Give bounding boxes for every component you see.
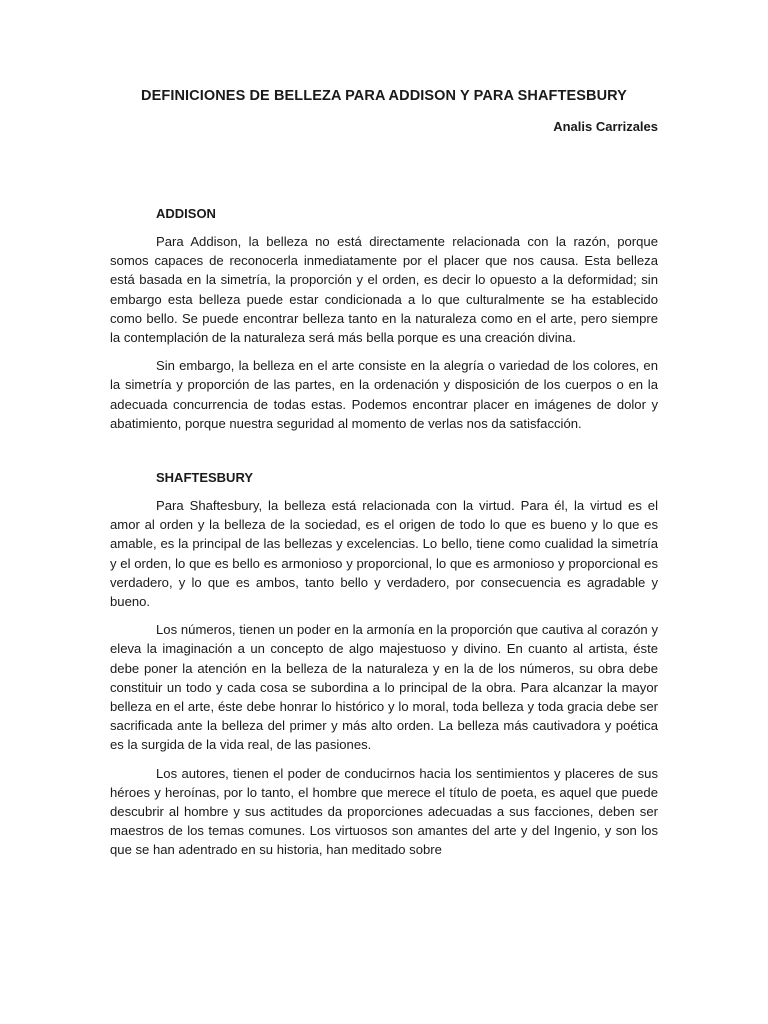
- document-title: DEFINICIONES DE BELLEZA PARA ADDISON Y PARA SHAFTESBURY: [141, 88, 627, 104]
- paragraph: Sin embargo, la belleza en el arte consiste en la alegría o variedad de los colores, en la simetría y proporción de las partes, en la ordenación y disposición de los cuerpos o en la adecuada concurrencia de todas estas. Podemos encontrar placer en imágenes de dolor y abatimiento, porque nuestra seguridad al momento de verlas nos da satisfacción.: [110, 358, 658, 431]
- paragraph: Los números, tienen un poder en la armonía en la proporción que cautiva al corazón y eleva la imaginación a un concepto de algo majestuoso y divino. En cuanto al artista, éste debe poner la atención en la belleza de la naturaleza y en la de los números, su obra debe constituir un todo y cada cosa se subordina a lo principal de la obra. Para alcanzar la mayor belleza en el arte, éste debe honrar lo histórico y lo moral, toda belleza y toda gracia debe ser sacrificada ante la belleza del primer y más alto orden. La belleza más cautivadora y poética es la surgida de la vida real, de las pasiones.: [110, 622, 658, 753]
- document-body: [110, 205, 658, 869]
- section-shaftesbury: [110, 469, 658, 860]
- section-heading: ADDISON: [156, 206, 216, 221]
- document-author: Analis Carrizales: [553, 119, 658, 134]
- paragraph: Para Shaftesbury, la belleza está relacionada con la virtud. Para él, la virtud es el amor al orden y la belleza de la sociedad, es el origen de todo lo que es bueno y lo que es amable, es la principal de las bellezas y excelencias. Lo bello, tiene como cualidad la simetría y el orden, lo que es bello es armonioso y proporcional, lo que es armonioso y proporcional es verdadero, y lo que es ambos, tanto bello y verdadero, por consecuencia es agradable y bueno.: [110, 498, 658, 610]
- section-spacer: [110, 442, 658, 469]
- paragraph: Para Addison, la belleza no está directamente relacionada con la razón, porque somos capaces de reconocerla inmediatamente por el placer que nos causa. Esta belleza está basada en la simetría, la proporción y el orden, es decir lo opuesto a la deformidad; sin embargo esta belleza puede estar condicionada a lo que culturalmente se ha establecido como bello. Se puede encontrar belleza tanto en la naturaleza como en el arte, pero siempre la contemplación de la naturaleza será más bella porque es una creación divina.: [110, 234, 658, 346]
- section-addison: [110, 205, 658, 433]
- section-heading: SHAFTESBURY: [156, 470, 254, 486]
- paragraph: Los autores, tienen el poder de conducirnos hacia los sentimientos y placeres de sus héroes y heroínas, por lo tanto, el hombre que merece el título de poeta, es aquel que puede descubrir al hombre y sus actitudes da proporciones adecuadas a sus facciones, deben ser maestros de los temas comunes. Los virtuosos son amantes del arte y del Ingenio, y son los que se han adentrado en su historia, han meditado sobre: [110, 765, 658, 858]
